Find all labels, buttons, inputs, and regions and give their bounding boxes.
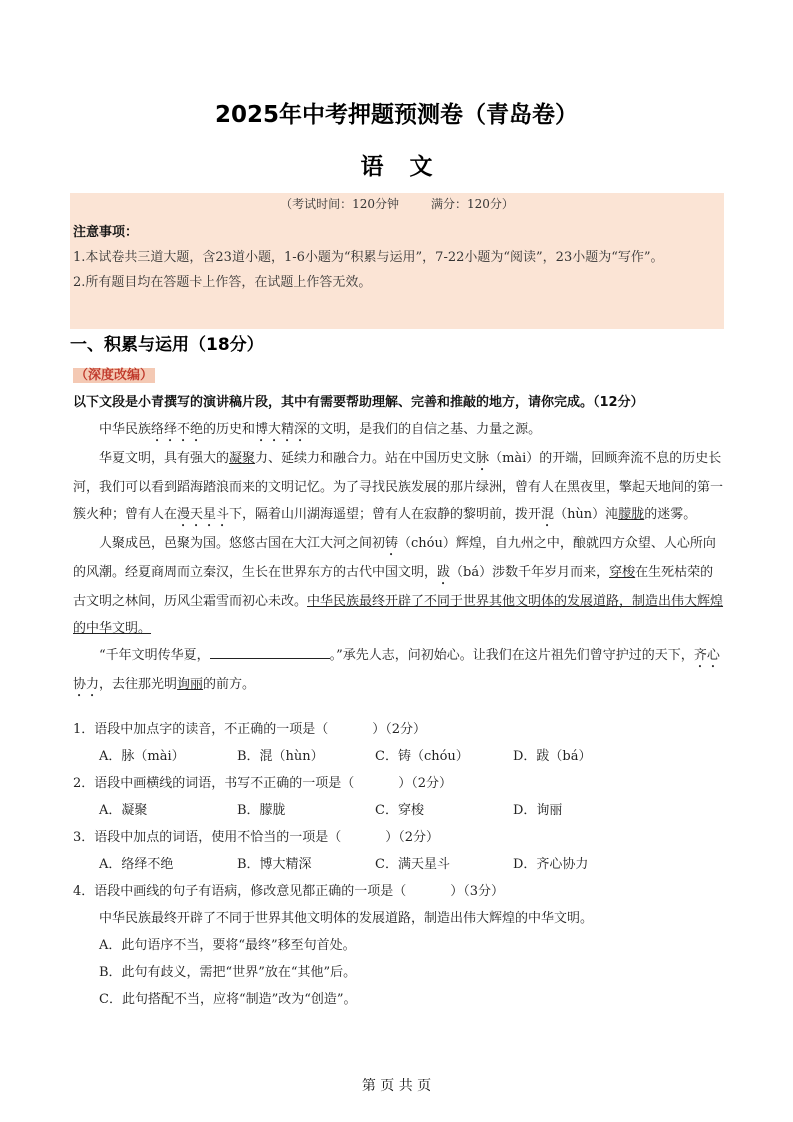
question-1-options <box>73 743 725 770</box>
notice-heading: 注意事项： <box>73 225 139 240</box>
option-c: C．满天星斗 <box>375 857 450 872</box>
text-run: ，去往那光明 <box>99 677 178 692</box>
question-4 <box>73 878 725 905</box>
section-heading: 一、积累与运用（18分） <box>70 335 264 355</box>
text-run: 的迷雾。 <box>644 507 697 522</box>
question-4-option-b: B．此句有歧义，需把“世界”放在“其他”后。 <box>99 965 357 980</box>
passage-paragraph <box>73 530 725 642</box>
option-d: D．齐心协力 <box>513 857 589 872</box>
question-score: ）（3分） <box>450 884 505 899</box>
passage-paragraph <box>73 416 725 445</box>
exam-info <box>70 195 724 212</box>
text-run: 下，隔着山川湖海遥望；曾有人在寂静的黎明前，拨开 <box>229 507 542 522</box>
underlined-word: 穿梭 <box>609 565 636 580</box>
exam-time: （考试时间：120分钟 <box>280 197 399 211</box>
dotted-char: 脉 <box>476 451 490 466</box>
fill-blank[interactable] <box>210 644 330 659</box>
text-run: （bá）涉数千年岁月而来， <box>450 565 610 580</box>
dotted-word: 博大精深 <box>255 422 308 437</box>
text-run: 的文明，是我们的自信之基、力量之源。 <box>307 422 542 437</box>
question-score: ）（2分） <box>372 722 427 737</box>
question-4-sentence: 中华民族最终开辟了不同于世界其他文明体的发展道路，制造出伟大辉煌的中华文明。 <box>99 911 594 926</box>
notice-item-2: 2.所有题目均在答题卡上作答，在试题上作答无效。 <box>73 275 372 290</box>
question-stem: 3．语段中加点的词语，使用不恰当的一项是（ <box>73 830 342 845</box>
passage-paragraph <box>73 445 725 530</box>
notice-items <box>73 245 723 295</box>
question-score: ）（2分） <box>398 776 453 791</box>
question-2-options <box>73 797 725 824</box>
option-b: B．混（hùn） <box>237 749 324 764</box>
text-run: 的前方。 <box>203 677 256 692</box>
underlined-word: 朦胧 <box>618 507 645 522</box>
question-2 <box>73 770 725 797</box>
underlined-word: 询丽 <box>177 677 204 692</box>
question-stem: 1．语段中加点字的读音，不正确的一项是（ <box>73 722 329 737</box>
question-1 <box>73 716 725 743</box>
question-stem: 2．语段中画横线的词语，书写不正确的一项是（ <box>73 776 355 791</box>
text-run: （mài）的开端，回顾奔流不息的历史长河，我们可以看到蹈海踏浪而来的文明记忆。为了寻找民族发展的那片绿洲，曾有人在黑夜里，擎起天地间的第一簇火种；曾有人在 <box>73 451 724 522</box>
question-4-option-a: A．此句语序不当，要将“最终”移至句首处。 <box>99 938 356 953</box>
text-run: 。”承先人志，问初始心。让我们在这片祖先们曾守护过的天下， <box>329 648 694 663</box>
option-c: C．穿梭 <box>375 803 424 818</box>
text-run: 的历史和 <box>203 422 256 437</box>
question-stem: 4．语段中画线的句子有语病，修改意见都正确的一项是（ <box>73 884 407 899</box>
option-a: A．脉（mài） <box>99 749 185 764</box>
exam-title: 2025年中考押题预测卷（青岛卷） <box>214 102 578 128</box>
text-run: 人聚成邑，邑聚为国。悠悠古国在大江大河之间初 <box>99 536 386 551</box>
option-d: D．跋（bá） <box>513 749 592 764</box>
text-run: 力、延续力和融合力。站在中国历史文 <box>255 451 477 466</box>
question-list <box>73 716 725 1013</box>
text-run: 华夏文明，具有强大的 <box>99 451 230 466</box>
page-footer: 第 页 共 页 <box>361 1078 432 1094</box>
underlined-sentence: 中华民族最终开辟了不同于世界其他文明体的发展道路，制造出伟大辉煌的中华文明。 <box>73 594 724 636</box>
subject-title: 语文 <box>360 154 459 180</box>
question-3 <box>73 824 725 851</box>
adaptation-tag: （深度改编） <box>75 368 154 383</box>
notice-item-1: 1.本试卷共三道大题，含23道小题，1-6小题为“积累与运用”，7-22小题为“阅读”，23小题为“写作”。 <box>73 250 664 265</box>
text-run: “千年文明传华夏， <box>99 648 210 663</box>
question-4-option-c: C．此句搭配不当，应将“制造”改为“创造”。 <box>99 992 357 1007</box>
dotted-word: 漫天星斗 <box>177 507 230 522</box>
dotted-char: 跋 <box>437 565 451 580</box>
text-run: （hùn）沌 <box>554 507 619 522</box>
reading-passage <box>73 416 725 700</box>
dotted-char: 铸 <box>385 536 399 551</box>
option-a: A．络绎不绝 <box>99 857 174 872</box>
option-a: A．凝聚 <box>99 803 148 818</box>
question-3-options <box>73 851 725 878</box>
option-b: B．朦胧 <box>237 803 286 818</box>
text-run: （chóu）辉煌，自九州之中，酿就四方众望、人心所向的风潮。经夏商周而立秦汉，生长在世界东方的古代中国文明， <box>73 536 716 580</box>
question-score: ）（2分） <box>385 830 440 845</box>
option-d: D．询丽 <box>513 803 563 818</box>
dotted-char: 混 <box>541 507 555 522</box>
underlined-word: 凝聚 <box>229 451 256 466</box>
dotted-word: 齐心协力 <box>73 648 720 692</box>
section-intro <box>73 362 725 416</box>
full-score: 满分：120分） <box>431 197 514 211</box>
passage-paragraph <box>73 642 725 700</box>
notice-box <box>70 193 724 329</box>
text-run: 中华民族 <box>99 422 152 437</box>
option-b: B．博大精深 <box>237 857 312 872</box>
option-c: C．铸（chóu） <box>375 749 469 764</box>
dotted-word: 络绎不绝 <box>151 422 204 437</box>
intro-text: 以下文段是小青撰写的演讲稿片段，其中有需要帮助理解、完善和推敲的地方，请你完成。（12分） <box>73 395 644 410</box>
text-run: 在生死枯荣的古文明之林间，历风尘霜雪而初心未改。 <box>73 565 714 609</box>
